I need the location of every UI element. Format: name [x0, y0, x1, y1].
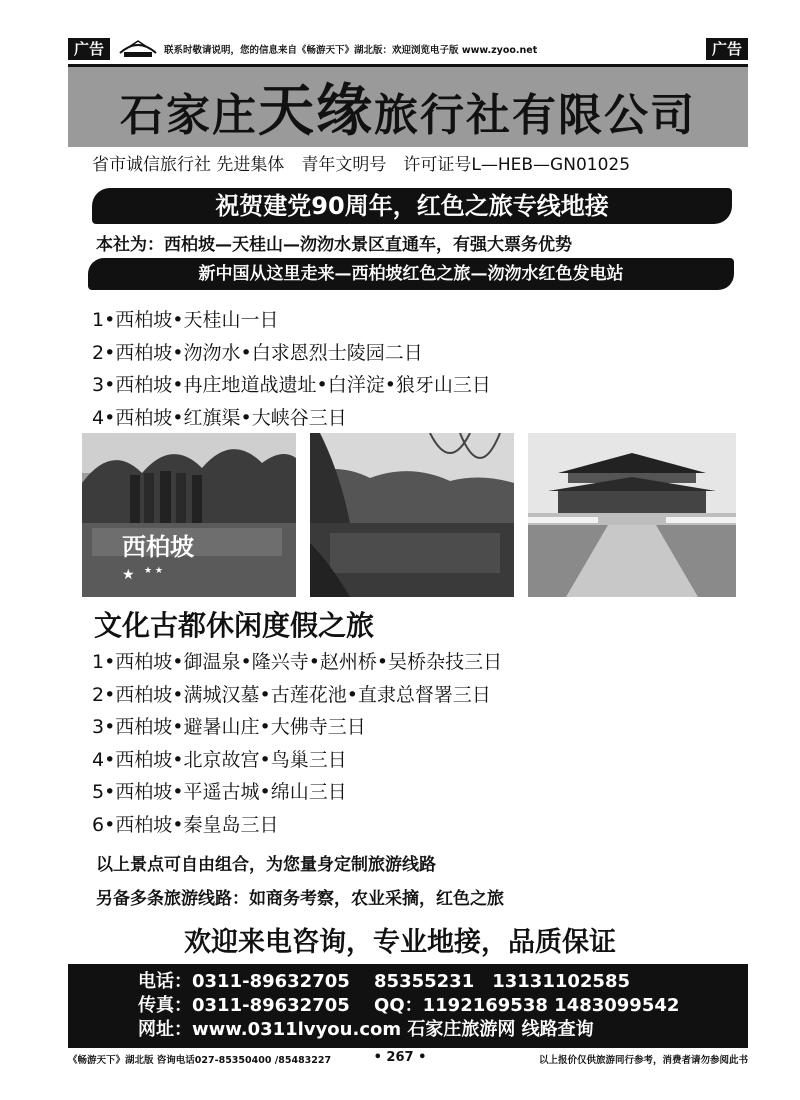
photo-sign-text: 西柏坡	[122, 533, 194, 561]
route-item: 2•西柏坡•沕沕水•白求恩烈士陵园二日	[92, 341, 423, 364]
route-item: 4•西柏坡•红旗渠•大峡谷三日	[92, 406, 347, 429]
direct-service-text: 本社为：西柏坡—天桂山—沕沕水景区直通车，有强大票务优势	[96, 235, 572, 255]
contact-note: 联系时敬请说明，您的信息来自《畅游天下》湖北版：欢迎浏览电子版 www.zyoo.net	[164, 45, 538, 56]
lake-scenery-photo	[310, 433, 514, 597]
footer-left: 《畅游天下》湖北版 咨询电话027-85350400 /85483227	[68, 1055, 332, 1066]
svg-text:★ ★: ★ ★	[144, 566, 163, 576]
company-title-box	[68, 64, 748, 147]
culture-section-title: 文化古都休闲度假之旅	[94, 609, 375, 642]
route-item: 1•西柏坡•天桂山一日	[92, 309, 279, 331]
phone-line: 电话：0311-89632705 85355231 13131102585	[138, 971, 630, 992]
company-name	[120, 67, 696, 147]
route-item: 6•西柏坡•秦皇岛三日	[92, 813, 279, 836]
company-name-highlight: 天缘	[258, 79, 374, 144]
company-credentials: 省市诚信旅行社 先进集体 青年文明号 许可证号L—HEB—GN01025	[92, 155, 631, 175]
website-line: 网址：www.0311lvyou.com 石家庄旅游网 线路查询	[138, 1019, 594, 1040]
red-route-list	[92, 304, 491, 434]
svg-text:★: ★	[122, 567, 135, 583]
celebration-banner: 祝贺建党90周年，红色之旅专线地接	[92, 188, 732, 224]
company-name-prefix: 石家庄	[120, 90, 258, 141]
contact-box	[68, 964, 748, 1048]
route-item: 2•西柏坡•满城汉墓•古莲花池•直隶总督署三日	[92, 683, 491, 706]
route-item: 4•西柏坡•北京故宫•鸟巢三日	[92, 748, 347, 771]
footer-disclaimer: 以上报价仅供旅游同行参考，消费者请勿参阅此书	[538, 1055, 748, 1066]
page-number: • 267 •	[373, 1050, 427, 1065]
ad-label-right: 广告	[706, 38, 748, 60]
route-item: 1•西柏坡•御温泉•隆兴寺•赵州桥•吴桥杂技三日	[92, 651, 503, 673]
company-name-suffix: 旅行社有限公司	[374, 90, 696, 141]
welcome-slogan: 欢迎来电咨询，专业地接，品质保证	[184, 927, 616, 958]
magazine-logo-icon	[118, 39, 158, 59]
fax-qq-line: 传真：0311-89632705 QQ：1192169538 1483099542	[138, 995, 680, 1016]
route-item: 3•西柏坡•避暑山庄•大佛寺三日	[92, 716, 366, 738]
route-item: 3•西柏坡•冉庄地道战遗址•白洋淀•狼牙山三日	[92, 374, 491, 396]
custom-tour-note: 以上景点可自由组合，为您量身定制旅游线路	[96, 855, 436, 875]
more-routes-note: 另备多条旅游线路：如商务考察，农业采摘，红色之旅	[96, 889, 504, 909]
xibaipo-statue-photo	[82, 433, 296, 597]
ad-label-left: 广告	[68, 38, 110, 60]
photo-strip	[82, 433, 736, 597]
route-item: 5•西柏坡•平遥古城•绵山三日	[92, 781, 347, 803]
red-tour-banner: 新中国从这里走来—西柏坡红色之旅—沕沕水红色发电站	[88, 258, 734, 290]
palace-photo	[528, 433, 736, 597]
culture-route-list	[92, 646, 502, 841]
top-bar	[68, 38, 748, 60]
